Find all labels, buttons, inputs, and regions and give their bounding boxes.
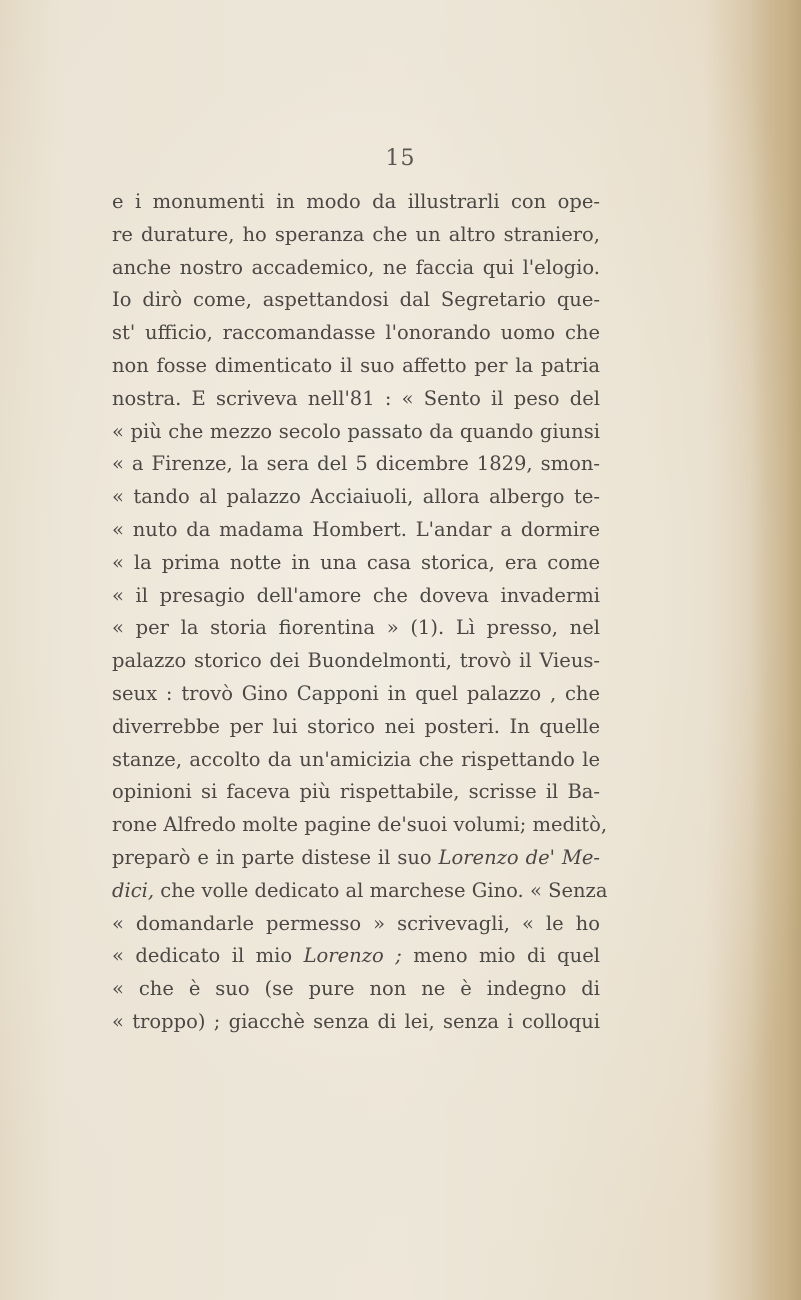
text-run: re durature, ho speranza che un altro straniero,: [112, 222, 600, 246]
text-line: [112, 317, 600, 350]
text-run: « dedicato il mio: [112, 944, 304, 968]
text-line: [112, 284, 600, 317]
text-line: [112, 350, 600, 383]
text-line: [112, 973, 600, 1006]
text-line: [112, 1006, 600, 1039]
text-line: [112, 776, 600, 809]
text-line: [112, 383, 600, 416]
text-line: [112, 744, 600, 777]
text-line: [112, 809, 608, 842]
body-text: [112, 186, 608, 1039]
text-run: seux : trovò Gino Capponi in quel palazzo , che: [112, 681, 600, 705]
text-line: [112, 547, 600, 580]
text-run: rone Alfredo molte pagine de'suoi volumi; meditò,: [112, 813, 608, 837]
text-run: « il presagio dell'amore che doveva invadermi: [112, 583, 600, 607]
text-run: meno mio di quel: [401, 944, 600, 968]
italic-text: Lorenzo ;: [303, 944, 402, 968]
text-line: [112, 612, 600, 645]
text-line: [112, 481, 600, 514]
text-run: « domandarle permesso » scrivevagli, « le ho: [112, 911, 600, 935]
text-run: « nuto da madama Hombert. L'andar a dormire: [112, 517, 600, 541]
text-line: [112, 678, 600, 711]
text-run: « che è suo (se pure non ne è indegno di: [112, 977, 600, 1001]
text-run: anche nostro accademico, ne faccia qui l'elogio.: [112, 255, 600, 279]
text-run: che volle dedicato al marchese Gino. « Senza: [154, 878, 608, 902]
text-line: [112, 252, 600, 285]
text-run: stanze, accolto da un'amicizia che rispettando le: [112, 747, 600, 771]
text-run: nostra. E scriveva nell'81 : « Sento il peso del: [112, 386, 600, 410]
text-run: « la prima notte in una casa storica, era come: [112, 550, 600, 574]
text-run: preparò e in parte distese il suo: [112, 845, 439, 869]
text-run: « più che mezzo secolo passato da quando giunsi: [112, 419, 600, 443]
italic-text: dici,: [112, 878, 155, 902]
italic-text: Lorenzo de' Me-: [438, 845, 600, 869]
text-run: « tando al palazzo Acciaiuoli, allora albergo te-: [112, 485, 600, 509]
text-line: [112, 842, 600, 875]
text-run: diverrebbe per lui storico nei posteri. In quelle: [112, 714, 600, 738]
text-run: palazzo storico dei Buondelmonti, trovò il Vieus-: [112, 649, 600, 673]
text-run: « a Firenze, la sera del 5 dicembre 1829, smon-: [112, 452, 600, 476]
text-line: [112, 448, 600, 481]
text-line: [112, 186, 600, 219]
page-number: 15: [385, 146, 416, 171]
text-run: « per la storia fiorentina » (1). Lì presso, nel: [112, 616, 600, 640]
text-run: Io dirò come, aspettandosi dal Segretario que-: [112, 288, 600, 312]
text-run: « troppo) ; giacchè senza di lei, senza i colloqui: [112, 1009, 600, 1033]
text-run: e i monumenti in modo da illustrarli con ope-: [112, 190, 600, 213]
text-line: [112, 875, 608, 908]
text-line: [112, 645, 600, 678]
text-line: [112, 711, 600, 744]
text-line: [112, 908, 600, 941]
text-line: [112, 514, 600, 547]
text-line: [112, 580, 600, 613]
text-run: st' ufficio, raccomandasse l'onorando uomo che: [112, 321, 600, 345]
text-run: opinioni si faceva più rispettabile, scrisse il Ba-: [112, 780, 600, 804]
text-line: [112, 940, 600, 973]
text-line: [112, 219, 600, 252]
text-line: [112, 416, 600, 449]
text-run: non fosse dimenticato il suo affetto per la patria: [112, 353, 600, 377]
